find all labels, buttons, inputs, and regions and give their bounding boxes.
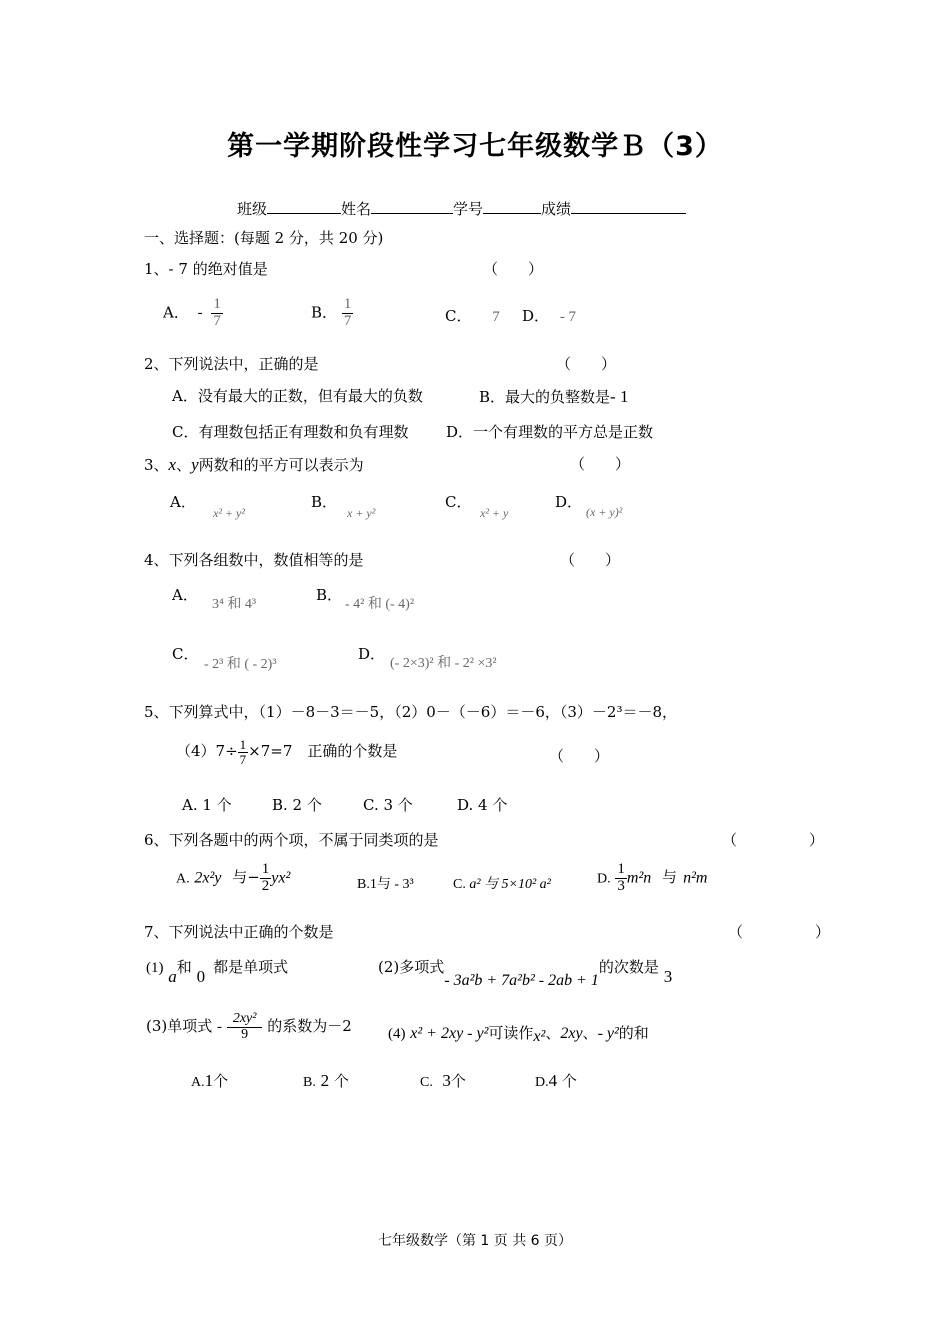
q1-c-value: 7 xyxy=(492,309,500,325)
section-heading: 一、选择题：(每题 2 分，共 20 分) xyxy=(144,229,384,247)
q1-b-fraction: $\frac{1}{7}$ xyxy=(343,296,352,329)
name-label: 姓名 xyxy=(341,200,372,218)
question-2-stem: 2、下列说法中，正确的是 xyxy=(144,355,319,373)
score-label: 成绩 xyxy=(541,200,572,218)
answer-paren-5[interactable]: （ ） xyxy=(549,747,610,765)
question-7-stem: 7、下列说法中正确的个数是 xyxy=(144,923,334,941)
q4-option-a-expr: 3⁴ 和 4³ xyxy=(212,597,257,612)
answer-paren-1[interactable]: （ ） xyxy=(483,260,544,278)
q2-option-a[interactable]: A．没有最大的正数，但有最大的负数 xyxy=(172,387,423,405)
q3-option-b-label[interactable]: B． xyxy=(311,493,338,511)
answer-paren-3[interactable]: （ ） xyxy=(570,455,631,473)
question-4-stem: 4、下列各组数中，数值相等的是 xyxy=(144,551,364,569)
q1-a-sign: - xyxy=(197,305,203,322)
question-3-stem: 3、x、y两数和的平方可以表示为 xyxy=(144,455,364,474)
q4-option-d-label[interactable]: D． xyxy=(358,645,386,663)
question-6-stem: 6、下列各题中的两个项，不属于同类项的是 xyxy=(144,831,439,849)
q1-option-c[interactable] xyxy=(445,307,500,326)
q4-option-c-label[interactable]: C． xyxy=(172,645,199,663)
q5-option-a[interactable]: A. 1 个 xyxy=(182,796,232,814)
q7-option-d[interactable]: D.4 个 xyxy=(535,1071,577,1090)
q6-option-a[interactable]: A. 2x²y 与− $\frac{1}{2}$ yx² xyxy=(176,861,291,894)
page-footer: 七年级数学（第 1 页 共 6 页） xyxy=(377,1233,573,1249)
q1-option-d[interactable] xyxy=(522,307,576,326)
class-label: 班级 xyxy=(237,200,268,218)
q4-option-b-label[interactable]: B． xyxy=(316,586,343,604)
q3-option-a-expr: x² + y² xyxy=(213,506,245,520)
question-5-stem: 5、下列算式中，（1）－8－3＝－5，（2）0－（－6）＝－6，（3）－2³＝－8， xyxy=(144,703,678,721)
q4-option-a-label[interactable]: A． xyxy=(172,586,198,604)
q7-statement-2: (2)多项式- 3a²b + 7a²b² - 2ab + 1的次数是 3 xyxy=(378,958,673,989)
q1-b-label: B． xyxy=(311,303,338,322)
question-5-line-2: （4）7÷ $\frac{1}{7}$ ×7=7 正确的个数是 xyxy=(176,737,398,767)
q1-a-fraction: $\frac{1}{7}$ xyxy=(213,296,221,329)
q2-option-c[interactable]: C．有理数包括正有理数和负有理数 xyxy=(172,423,409,441)
q1-a-label: A． xyxy=(163,303,189,322)
q1-option-b[interactable] xyxy=(311,297,353,330)
q7-statement-4: (4) x² + 2xy - y²可读作x²、2xy、- y²的和 xyxy=(388,1024,649,1045)
q2-b-value: - 1 xyxy=(610,387,629,406)
q2-option-b[interactable] xyxy=(479,387,628,407)
q2-b-text: B．最大的负整数是 xyxy=(479,388,611,406)
answer-paren-4[interactable]: （ ） xyxy=(560,551,621,569)
q7-statement-3: (3)单项式 - $\frac{\text{2xy²}}{9}$ 的系数为－2 xyxy=(146,1011,352,1042)
q5-option-c[interactable]: C. 3 个 xyxy=(363,796,413,814)
q7-statement-1: (1) a和 0 都是单项式 xyxy=(146,958,289,986)
q1-c-label: C． xyxy=(445,307,472,325)
q3-option-b-expr: x + y² xyxy=(347,506,376,520)
student-info xyxy=(237,199,686,218)
q3-option-d-expr: (x + y)² xyxy=(586,505,623,519)
score-blank[interactable] xyxy=(571,199,686,214)
q7-option-c[interactable]: C. 3个 xyxy=(420,1071,466,1090)
question-1-stem: 1、- 7 的绝对值是 xyxy=(144,260,268,278)
q6-option-c[interactable]: C. a² 与 5×10² a² xyxy=(453,877,551,892)
q3-option-a-label[interactable]: A． xyxy=(170,493,196,511)
answer-paren-2[interactable]: （ ） xyxy=(556,355,617,373)
class-blank[interactable] xyxy=(267,199,341,214)
page-title: 第一学期阶段性学习七年级数学Ｂ（3） xyxy=(227,131,723,162)
q3-option-d-label[interactable]: D． xyxy=(555,493,583,511)
q4-option-d-expr: (- 2×3)² 和 - 2² ×3² xyxy=(390,656,497,671)
q3-option-c-label[interactable]: C． xyxy=(445,493,472,511)
answer-paren-7[interactable]: （ ） xyxy=(728,923,845,941)
q1-option-a[interactable] xyxy=(163,297,223,330)
q4-option-c-expr: - 2³ 和 ( - 2)³ xyxy=(204,657,277,672)
answer-paren-6[interactable]: （ ） xyxy=(722,831,839,849)
q4-option-b-expr: - 4² 和 (- 4)² xyxy=(345,597,415,612)
q3-option-c-expr: x² + y xyxy=(480,506,509,520)
q5-fraction: $\frac{1}{7}$ xyxy=(239,737,247,767)
q1-d-label: D． xyxy=(522,307,550,325)
q6-option-b[interactable]: B.1与 - 3³ xyxy=(357,877,414,892)
q2-option-d[interactable]: D．一个有理数的平方总是正数 xyxy=(446,423,654,441)
q7-option-b[interactable]: B. 2 个 xyxy=(303,1071,349,1090)
q5-option-b[interactable]: B. 2 个 xyxy=(272,796,322,814)
name-blank[interactable] xyxy=(371,199,453,214)
q1-d-value: - 7 xyxy=(559,309,577,325)
number-label: 学号 xyxy=(453,200,484,218)
number-blank[interactable] xyxy=(483,199,541,214)
q6-option-d[interactable]: D. $\frac{1}{3}$ m²n 与 n²m xyxy=(597,861,708,894)
q5-option-d[interactable]: D. 4 个 xyxy=(457,796,508,814)
q7-option-a[interactable]: A.1个 xyxy=(191,1071,229,1090)
